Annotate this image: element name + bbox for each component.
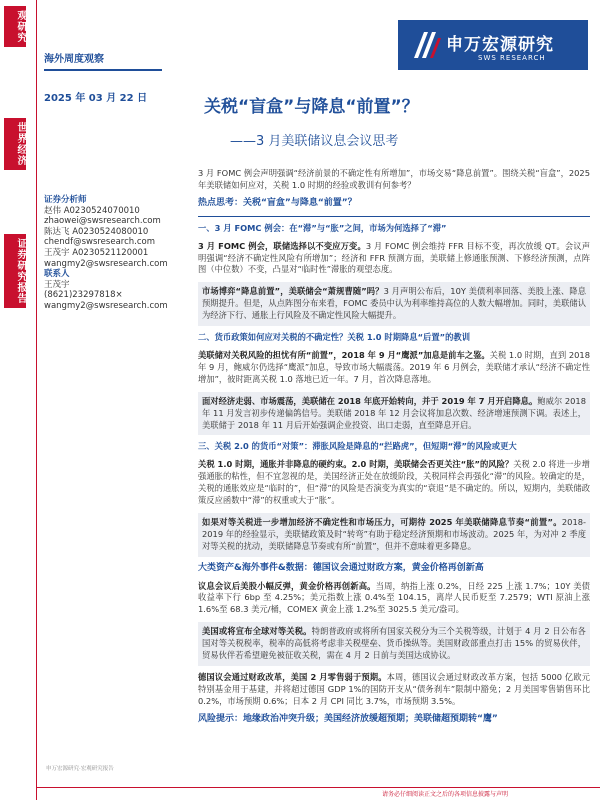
paragraph-1-text: 3 月 FOMC 例会维持 FFR 目标不变，再次放缓 QT。会议声明强调“经济不确定性风险有所增加”；经济和 FFR 预测方面，美联储上修通胀预测、下修经济预测，点阵图（中位数）不变，凸显对“临时性”滞胀的观望态度。 [198,240,590,275]
report-body [198,168,590,732]
report-date: 2025 年 03 月 22 日 [44,93,148,104]
analyst-line: 王茂宇 A0230521120001 [44,247,149,258]
paragraph-2-lead: 市场博弈“降息前置”，美联储会“萧规曹随”吗？ [202,286,384,297]
report-title: 关税“盲盒”与降息“前置”？ [204,97,419,117]
paragraph-6-lead: 如果对等关税进一步增加经济不确定性和市场压力，可期待 2025 年美联储降息节奏“前置”。 [202,516,562,527]
risk-label: 风险提示： [198,713,244,724]
paragraph-6 [198,513,590,557]
paragraph-1-lead: 3 月 FOMC 例会，联储选择以不变应万变。 [198,240,366,251]
analyst-line: 陈达飞 A0230524080010 [44,226,149,237]
paragraph-9 [198,672,590,708]
logo-text-cn: 申万宏源研究 [446,35,554,55]
paragraph-1 [198,241,590,277]
contact-line: (8621)23297818× [44,290,123,301]
analyst-line: zhaowei@swsresearch.com [44,216,161,227]
paragraph-5-lead: 关税 1.0 时期，通胀并非降息的硬约束。2.0 时期，美联储会否更关注“胀”的风险？ [198,459,514,470]
analyst-line: chendf@swsresearch.com [44,237,156,248]
paragraph-8-text: 特朗普政府或将所有国家关税分为三个关税等级，计划于 4 月 2 日公布各国对等关税税率，税率的高低将考虑非关税壁垒、货币操纵等。美国财政部重点打击 15% 的贸易伙伴，贸易伙伴若希望避免被征收关税，需在 4 月 2 日前与美国达成协议。 [202,626,586,661]
risk-text: 地缘政治冲突升级；美国经济放缓超预期；美联储超预期转“鹰” [243,713,498,724]
paragraph-6-text: 2018-2019 年的经验显示，美联储政策及时“转弯”有助于稳定经济预期和市场波动。2025 年，为对冲 2 季度对等关税的扰动，美联储降息节奏或有所“前置”，但并不意味着更多降息。 [202,516,586,551]
paragraph-8 [198,622,590,666]
paragraph-5 [198,459,590,507]
assets-heading: 大类资产&海外事件&数据：德国议会通过财政方案，黄金价格再创新高 [198,562,484,573]
paragraph-2-text: 3 月声明公布后，10Y 美债利率回落、美股上涨、降息预期提升。但是，从点阵图分布来看，FOMC 委员中认为利率维持高位的人数大幅增加。同时，美联储认为经济下行、通胀上行风险及不确定性风险大幅提升。 [202,286,586,321]
logo-text-en: SWS RESEARCH [478,54,546,62]
footer-stamp: 申万宏源研究·宏观研究报告 [46,766,114,772]
section-2-heading: 二、货币政策如何应对关税的不确定性？关税 1.0 时期降息“后置”的教训 [198,332,470,343]
contact-line: wangmy2@swsresearch.com [44,300,168,311]
section-1-heading: 一、3 月 FOMC 例会：在“滞”与“胀”之间，市场为何选择了“滞” [198,222,447,233]
section-divider [198,216,590,217]
report-type-rule [44,69,162,71]
sidebar-divider [36,0,37,800]
analyst-block [44,195,168,312]
intro-paragraph: 3 月 FOMC 例会声明强调“经济前景的不确定性有所增加”，市场交易“降息前置”。围绕关税“盲盒”，2025 年美联储如何应对，关税 1.0 时期的经验或教训有何参考？ [198,168,590,190]
footer-disclaimer: 请务必仔细阅读正文之后的各项信息披露与声明 [382,791,509,798]
risk-warning [198,714,590,726]
logo-icon [412,28,442,62]
report-meta [44,50,162,104]
paragraph-3 [198,350,590,386]
sidebar-tab-world-economy: 世界经济 [4,118,26,170]
paragraph-9-lead: 德国议会通过财政改革，美国 2 月零售弱于预期。 [198,672,387,682]
paragraph-8-lead: 美国或将宣布全球对等关税。 [202,626,312,637]
sidebar-tab-research: 观研究 [4,6,26,47]
report-type: 海外周度观察 [44,54,104,65]
hot-topic-heading: 热点思考：关税“盲盒”与降息“前置”？ [198,197,357,208]
paragraph-7-text: 当周，纳指上涨 0.2%，日经 225 上涨 1.7%；10Y 美债收益率下行 6bp 至 4.25%；美元指数上涨 0.4%至 104.15，离岸人民币贬至 7.2579；WTI 原油上涨 1.6%至 68.3 美元/桶，COMEX 黄金上涨 1.2%至 3025.5 美元/盎司。 [198,580,590,615]
paragraph-7 [198,581,590,617]
left-sidebar [0,0,36,800]
report-subtitle: ——3 月美联储议息会议思考 [230,134,399,149]
paragraph-4 [198,392,590,436]
paragraph-9-text: 本周，德国议会通过财政改革方案，包括 5000 亿欧元特别基金用于基建，并将超过德国 GDP 1%的国防开支从“债务刹车”限制中豁免；2 月美国零售销售环比 0.2%，市场预期 0.6%；日本 2 月 CPI 同比 3.7%，市场预期 3.5%。 [198,672,590,706]
paragraph-4-text: 鲍威尔 2018 年 11 月发言初步传递偏鸽信号。美联储 2018 年 12 月会议将加息次数、经济增速预测下调。表述上，美联储于 2018 年 11 月后开始强调企业投资、出口走弱，直至降息开启。 [202,395,586,430]
section-3-heading: 三、关税 2.0 的货币“对策”：滞胀风险是降息的“拦路虎”，但短期“滞”的风险或更大 [198,441,517,452]
paragraph-7-lead: 议息会议后美股小幅反弹，黄金价格再创新高。 [198,580,376,591]
contact-line: 王茂宇 [44,279,70,290]
sidebar-tab-securities-report: 证券研究报告 [4,234,26,308]
analyst-line: wangmy2@swsresearch.com [44,258,168,269]
paragraph-2 [198,282,590,326]
paragraph-5-text: 关税 2.0 将进一步增强通胀的粘性，但不宜忽视的是，美国经济正处在放缓阶段，关税同样会再强化“滞”的风险。较确定的是，关税的通胀效应是“临时的”，但“滞”的风险是否演变为真实的“衰退”是不确定的。所以，短期内，美联储政策反应函数中“滞”的权重或大于“胀”。 [198,459,590,506]
contact-heading: 联系人 [44,269,70,280]
paragraph-4-lead: 面对经济走弱、市场震荡，美联储在 2018 年底开始转向，并于 2019 年 7 月开启降息。 [202,395,538,406]
analyst-heading: 证券分析师 [44,195,87,205]
footer-divider [36,787,600,788]
paragraph-3-text: 关税 1.0 时期，直到 2018 年 9 月，鲍威尔仍选择“鹰派”加息，导致市场大幅震荡。2019 年 6 月例会，美联储才承认“经济不确定性增加”，彼时距离关税 1.0 落地已近一年。7 月，首次降息落地。 [198,349,590,384]
paragraph-3-lead: 美联储对关税风险的担忧有所“前置”，2018 年 9 月“鹰派”加息是前车之鉴。 [198,349,490,360]
analyst-line: 赵伟 A0230524070010 [44,205,140,216]
